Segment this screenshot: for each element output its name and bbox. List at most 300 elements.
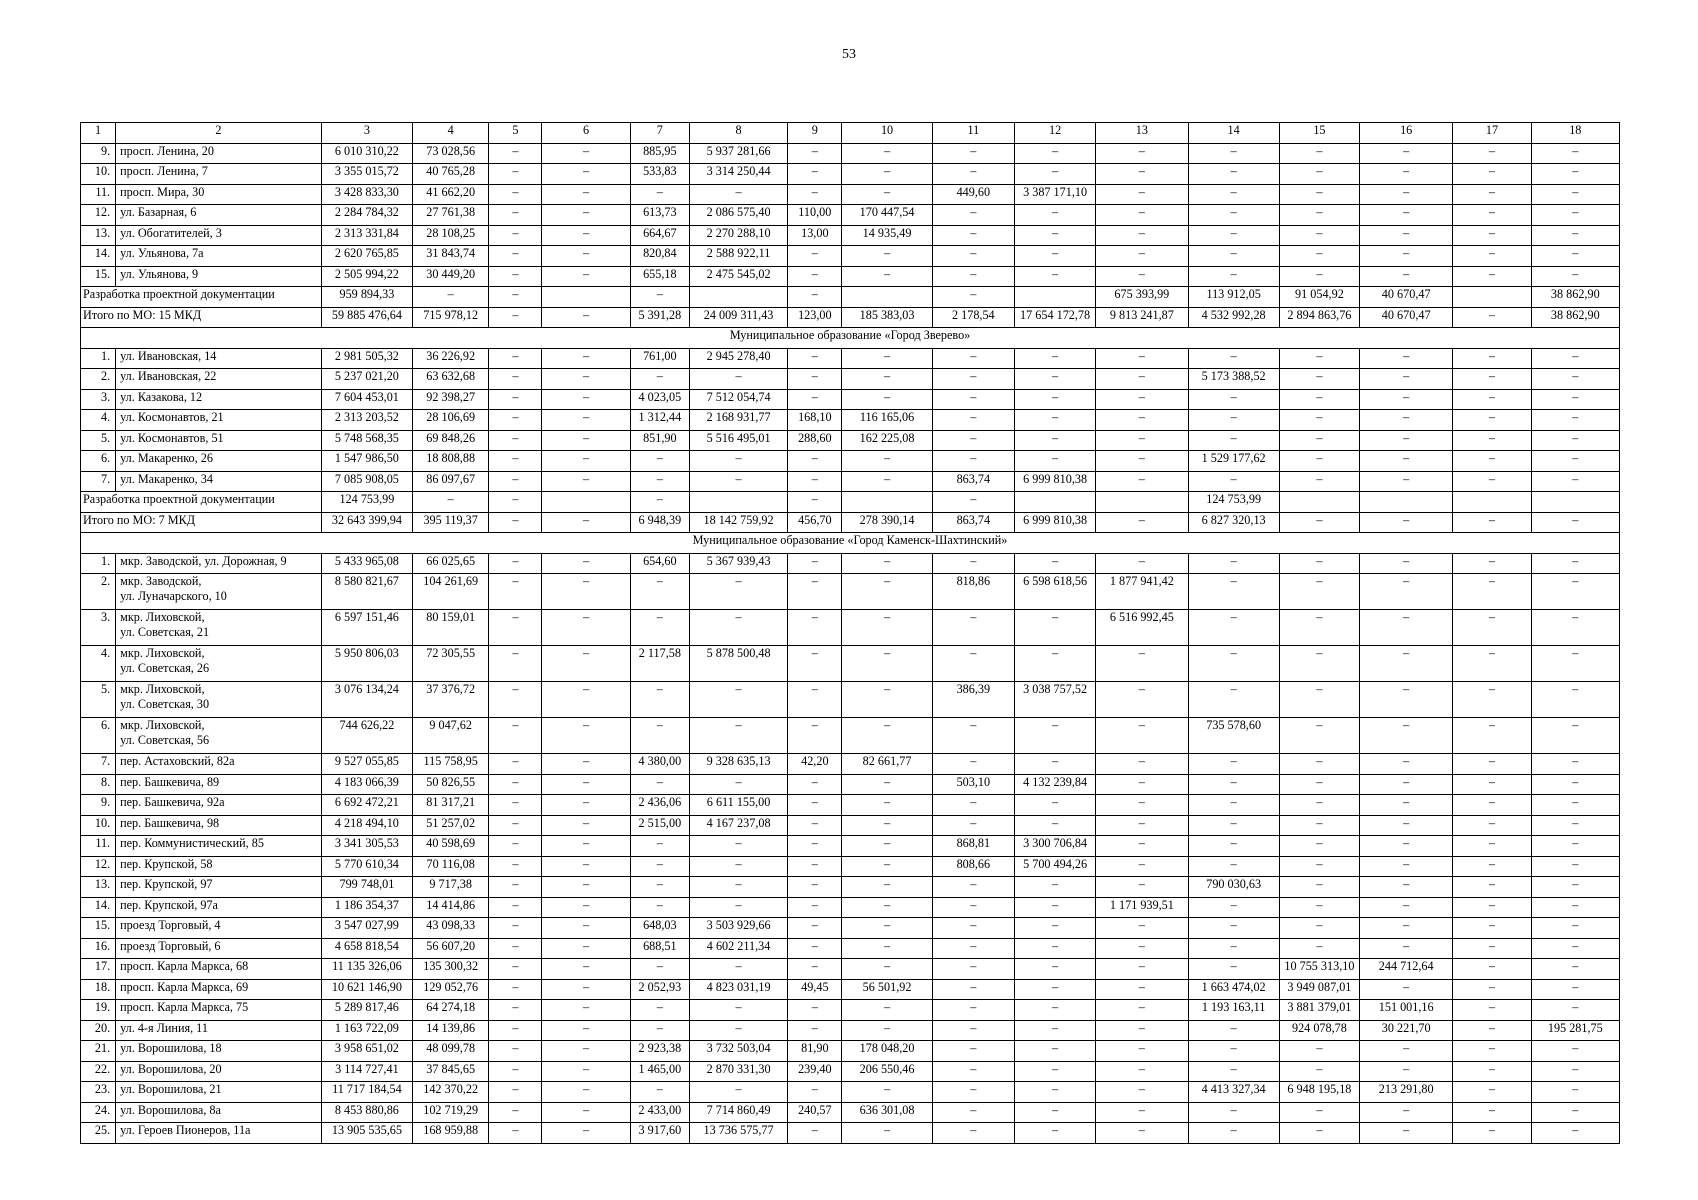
table-cell: – [1188,143,1279,164]
table-cell: 40 765,28 [413,164,489,185]
table-cell: – [1096,795,1188,816]
table-cell: – [842,184,932,205]
table-cell: – [788,610,842,646]
table-cell: – [1531,959,1619,980]
table-cell: 168 959,88 [413,1123,489,1144]
table-cell: – [1014,266,1095,287]
address-cell: ул. Ивановская, 14 [116,348,322,369]
table-cell: – [1360,246,1453,267]
table-cell: – [630,1082,689,1103]
table-cell: – [542,718,630,754]
table-cell: – [489,979,542,1000]
table-cell: – [489,287,542,308]
table-cell: – [1531,1041,1619,1062]
table-cell: 3 076 134,24 [321,682,412,718]
table-cell: – [1014,1102,1095,1123]
table-row [81,553,1620,574]
table-cell: – [1453,512,1531,533]
table-cell: – [542,1000,630,1021]
table-cell: – [842,718,932,754]
table-cell: – [1453,718,1531,754]
table-cell: 113 912,05 [1188,287,1279,308]
table-cell: – [489,1041,542,1062]
table-cell: 799 748,01 [321,877,412,898]
table-cell: 5 878 500,48 [689,646,787,682]
table-cell: – [1360,1123,1453,1144]
table-cell: – [1531,266,1619,287]
table-cell: 3 881 379,01 [1279,1000,1359,1021]
address-cell: пер. Башкевича, 98 [116,815,322,836]
table-cell: 6 597 151,46 [321,610,412,646]
table-cell: – [1279,897,1359,918]
table-cell: – [1096,774,1188,795]
table-cell: – [630,836,689,857]
table-cell: – [1188,164,1279,185]
table-cell: 3 917,60 [630,1123,689,1144]
table-cell: – [788,492,842,513]
table-cell: – [932,430,1014,451]
table-cell: 4 658 818,54 [321,938,412,959]
header-cell: 12 [1014,123,1095,144]
table-cell: – [542,307,630,328]
table-cell: – [1279,918,1359,939]
table-cell: – [1096,512,1188,533]
table-cell: – [842,836,932,857]
table-cell: – [932,646,1014,682]
table-row [81,471,1620,492]
table-cell: – [788,369,842,390]
table-cell: – [932,410,1014,431]
table-cell: 2 620 765,85 [321,246,412,267]
table-cell: – [932,553,1014,574]
table-cell: – [1453,553,1531,574]
table-row [81,959,1620,980]
table-cell: – [788,1020,842,1041]
table-cell [842,492,932,513]
table-cell: – [1188,646,1279,682]
table-cell: – [1096,246,1188,267]
table-cell: – [1096,959,1188,980]
table-cell: 27 761,38 [413,205,489,226]
table-cell: 456,70 [788,512,842,533]
table-row [81,682,1620,718]
table-cell: – [1531,246,1619,267]
header-cell: 7 [630,123,689,144]
row-number: 19. [81,1000,116,1021]
table-cell: – [1360,610,1453,646]
table-cell: – [1531,938,1619,959]
table-row [81,1041,1620,1062]
table-cell: 81 317,21 [413,795,489,816]
row-number: 10. [81,164,116,185]
table-cell: 613,73 [630,205,689,226]
table-cell: – [1096,471,1188,492]
row-number: 22. [81,1061,116,1082]
table-cell: – [1360,718,1453,754]
table-cell: – [842,246,932,267]
table-cell: 13 905 535,65 [321,1123,412,1144]
table-cell: 5 367 939,43 [689,553,787,574]
table-cell: – [1279,877,1359,898]
table-cell: – [542,574,630,610]
table-cell: 80 159,01 [413,610,489,646]
table-row [81,856,1620,877]
table-cell: – [1279,451,1359,472]
table-cell: – [489,815,542,836]
table-cell: – [489,246,542,267]
table-cell: – [630,610,689,646]
table-cell: – [1279,246,1359,267]
table-cell: – [542,979,630,1000]
table-cell: – [1096,815,1188,836]
table-cell: – [689,574,787,610]
table-cell: 818,86 [932,574,1014,610]
table-cell: – [932,754,1014,775]
address-cell: ул. Ивановская, 22 [116,369,322,390]
table-cell: 6 010 310,22 [321,143,412,164]
table-cell: – [1531,574,1619,610]
table-cell [689,287,787,308]
table-cell: – [542,348,630,369]
table-cell: – [1188,682,1279,718]
table-cell: – [1453,369,1531,390]
table-cell [1453,287,1531,308]
table-cell: 102 719,29 [413,1102,489,1123]
table-cell: – [1360,682,1453,718]
table-cell: – [542,795,630,816]
table-cell: – [1453,246,1531,267]
table-cell: – [788,856,842,877]
table-cell: 14 935,49 [842,225,932,246]
table-cell: – [1279,143,1359,164]
table-cell [1096,492,1188,513]
table-cell: 664,67 [630,225,689,246]
table-cell: – [1360,348,1453,369]
table-cell: – [542,205,630,226]
header-cell: 17 [1453,123,1531,144]
table-cell: – [788,164,842,185]
table-cell: 195 281,75 [1531,1020,1619,1041]
table-cell: – [1279,646,1359,682]
table-cell: 123,00 [788,307,842,328]
table-cell: – [1096,1000,1188,1021]
address-cell: ул. Ворошилова, 8а [116,1102,322,1123]
table-cell: – [1531,1000,1619,1021]
header-cell: 9 [788,123,842,144]
table-cell: 14 414,86 [413,897,489,918]
table-cell: – [489,959,542,980]
table-cell: 9 717,38 [413,877,489,898]
table-cell: – [788,451,842,472]
summary-row [81,287,1620,308]
table-cell: – [842,471,932,492]
table-cell: – [1188,610,1279,646]
table-cell: – [1453,164,1531,185]
table-cell: – [1014,959,1095,980]
table-row [81,246,1620,267]
table-cell: – [630,287,689,308]
table-cell [542,492,630,513]
table-cell: 38 862,90 [1531,307,1619,328]
table-cell: – [1014,553,1095,574]
table-cell: – [1279,856,1359,877]
table-cell: – [1360,938,1453,959]
table-cell: 115 758,95 [413,754,489,775]
table-cell: – [842,959,932,980]
row-number: 17. [81,959,116,980]
table-cell: 40 598,69 [413,836,489,857]
table-cell: – [932,246,1014,267]
table-row [81,1082,1620,1103]
table-cell: 142 370,22 [413,1082,489,1103]
table-cell: 2 178,54 [932,307,1014,328]
table-cell: – [842,1020,932,1041]
table-cell: 2 313 203,52 [321,410,412,431]
table-cell: – [1453,754,1531,775]
table-cell: 13,00 [788,225,842,246]
table-cell: – [932,918,1014,939]
table-cell: 744 626,22 [321,718,412,754]
address-cell: мкр. Лиховской, ул. Советская, 30 [116,682,322,718]
table-cell: – [1531,389,1619,410]
table-cell: – [489,1123,542,1144]
table-cell: 37 376,72 [413,682,489,718]
table-cell: – [689,369,787,390]
row-number: 15. [81,266,116,287]
table-cell: – [1188,1020,1279,1041]
table-cell: – [542,184,630,205]
table-cell: – [489,918,542,939]
table-cell: 5 950 806,03 [321,646,412,682]
section-header-row [81,533,1620,554]
table-cell: – [842,348,932,369]
table-cell: – [630,682,689,718]
table-cell: – [1453,574,1531,610]
table-cell: – [842,918,932,939]
table-cell: – [1014,410,1095,431]
table-cell: – [1453,1000,1531,1021]
table-cell: – [1188,774,1279,795]
table-cell: – [1531,512,1619,533]
section-title: Муниципальное образование «Город Каменск-Шахтинский» [81,533,1620,554]
table-cell: – [689,856,787,877]
row-number: 18. [81,979,116,1000]
table-cell: – [1360,836,1453,857]
table-cell: 288,60 [788,430,842,451]
table-cell: – [788,266,842,287]
table-cell: – [932,938,1014,959]
table-cell: – [489,774,542,795]
table-cell: 2 515,00 [630,815,689,836]
table-cell: – [1014,164,1095,185]
table-cell: – [689,959,787,980]
table-cell: – [1096,856,1188,877]
table-cell: – [1096,143,1188,164]
table-cell: – [542,266,630,287]
table-cell [1453,492,1531,513]
table-cell: – [1531,610,1619,646]
table-cell: – [542,164,630,185]
table-cell: – [1453,877,1531,898]
table-cell: 959 894,33 [321,287,412,308]
table-cell: – [542,410,630,431]
table-cell: – [1014,369,1095,390]
table-cell: 5 289 817,46 [321,1000,412,1021]
table-cell: – [1188,225,1279,246]
table-cell: 185 383,03 [842,307,932,328]
table-cell: – [1096,553,1188,574]
table-cell: 2 086 575,40 [689,205,787,226]
row-number: 6. [81,451,116,472]
table-cell: 790 030,63 [1188,877,1279,898]
table-cell: – [1531,646,1619,682]
address-cell: пер. Коммунистический, 85 [116,836,322,857]
row-number: 20. [81,1020,116,1041]
header-cell: 13 [1096,123,1188,144]
table-cell: – [788,938,842,959]
summary-row [81,492,1620,513]
table-cell: – [489,877,542,898]
table-cell: – [1188,856,1279,877]
table-cell: 885,95 [630,143,689,164]
table-cell: 5 237 021,20 [321,369,412,390]
table-row [81,718,1620,754]
table-cell: – [842,1123,932,1144]
table-cell: – [1279,184,1359,205]
table-cell: – [1279,164,1359,185]
table-cell: – [932,1061,1014,1082]
table-cell: – [1014,795,1095,816]
table-cell: – [542,389,630,410]
table-cell: – [1279,610,1359,646]
row-number: 13. [81,225,116,246]
table-cell: 206 550,46 [842,1061,932,1082]
table-cell: – [489,266,542,287]
table-cell: – [842,164,932,185]
table-cell: 162 225,08 [842,430,932,451]
address-cell: ул. Базарная, 6 [116,205,322,226]
table-cell: 2 313 331,84 [321,225,412,246]
table-cell: 4 380,00 [630,754,689,775]
address-cell: просп. Карла Маркса, 75 [116,1000,322,1021]
table-cell: – [1453,184,1531,205]
address-cell: ул. Ульянова, 7а [116,246,322,267]
table-cell: 69 848,26 [413,430,489,451]
table-cell: – [630,877,689,898]
table-cell: 64 274,18 [413,1000,489,1021]
summary-row [81,307,1620,328]
table-cell: – [1360,646,1453,682]
table-cell: – [542,1123,630,1144]
table-cell: 1 663 474,02 [1188,979,1279,1000]
address-cell: проезд Торговый, 4 [116,918,322,939]
table-cell: 6 827 320,13 [1188,512,1279,533]
table-cell: – [630,1020,689,1041]
table-cell: 116 165,06 [842,410,932,431]
table-cell [689,492,787,513]
table-cell: – [542,682,630,718]
table-cell: 2 505 994,22 [321,266,412,287]
table-cell: – [1096,451,1188,472]
table-cell: – [932,979,1014,1000]
table-cell: 851,90 [630,430,689,451]
table-cell: 636 301,08 [842,1102,932,1123]
table-cell: 5 937 281,66 [689,143,787,164]
table-cell: – [1360,369,1453,390]
address-cell: ул. Макаренко, 34 [116,471,322,492]
table-cell: – [489,410,542,431]
table-cell: 70 116,08 [413,856,489,877]
table-cell: – [788,1082,842,1103]
table-row [81,877,1620,898]
table-cell: – [932,815,1014,836]
table-cell: – [788,389,842,410]
row-number: 9. [81,143,116,164]
table-cell: 81,90 [788,1041,842,1062]
table-cell: 135 300,32 [413,959,489,980]
table-cell: – [689,1020,787,1041]
table-cell: – [689,836,787,857]
table-cell: – [1531,410,1619,431]
table-cell: 86 097,67 [413,471,489,492]
table-cell: 17 654 172,78 [1014,307,1095,328]
table-cell: – [788,718,842,754]
table-cell: 8 580 821,67 [321,574,412,610]
table-cell: – [1360,430,1453,451]
address-cell: проезд Торговый, 6 [116,938,322,959]
table-row [81,225,1620,246]
table-cell: 110,00 [788,205,842,226]
table-cell: – [1096,938,1188,959]
header-cell: 6 [542,123,630,144]
table-cell: – [1188,430,1279,451]
summary-row [81,512,1620,533]
table-cell: – [1096,225,1188,246]
table-cell: – [542,1061,630,1082]
table-cell: 13 736 575,77 [689,1123,787,1144]
table-cell: 73 028,56 [413,143,489,164]
table-cell: – [1096,1041,1188,1062]
table-cell: – [1453,682,1531,718]
table-cell: – [542,1041,630,1062]
table-cell: 5 770 610,34 [321,856,412,877]
table-cell: 2 052,93 [630,979,689,1000]
table-cell: – [489,430,542,451]
table-cell: – [842,1082,932,1103]
table-cell: 50 826,55 [413,774,489,795]
table-cell: – [932,897,1014,918]
table-cell: – [1279,1123,1359,1144]
table-cell: 10 621 146,90 [321,979,412,1000]
address-cell: просп. Карла Маркса, 69 [116,979,322,1000]
table-cell: – [1188,389,1279,410]
header-cell: 5 [489,123,542,144]
table-row [81,795,1620,816]
table-cell [1360,492,1453,513]
row-number: 7. [81,471,116,492]
table-row [81,205,1620,226]
table-cell: 3 314 250,44 [689,164,787,185]
table-cell: – [1014,979,1095,1000]
header-cell: 18 [1531,123,1619,144]
table-cell: – [542,225,630,246]
row-number: 23. [81,1082,116,1103]
table-cell: – [932,1123,1014,1144]
row-number: 5. [81,682,116,718]
table-cell: – [788,184,842,205]
table-cell: 3 503 929,66 [689,918,787,939]
row-number: 13. [81,877,116,898]
